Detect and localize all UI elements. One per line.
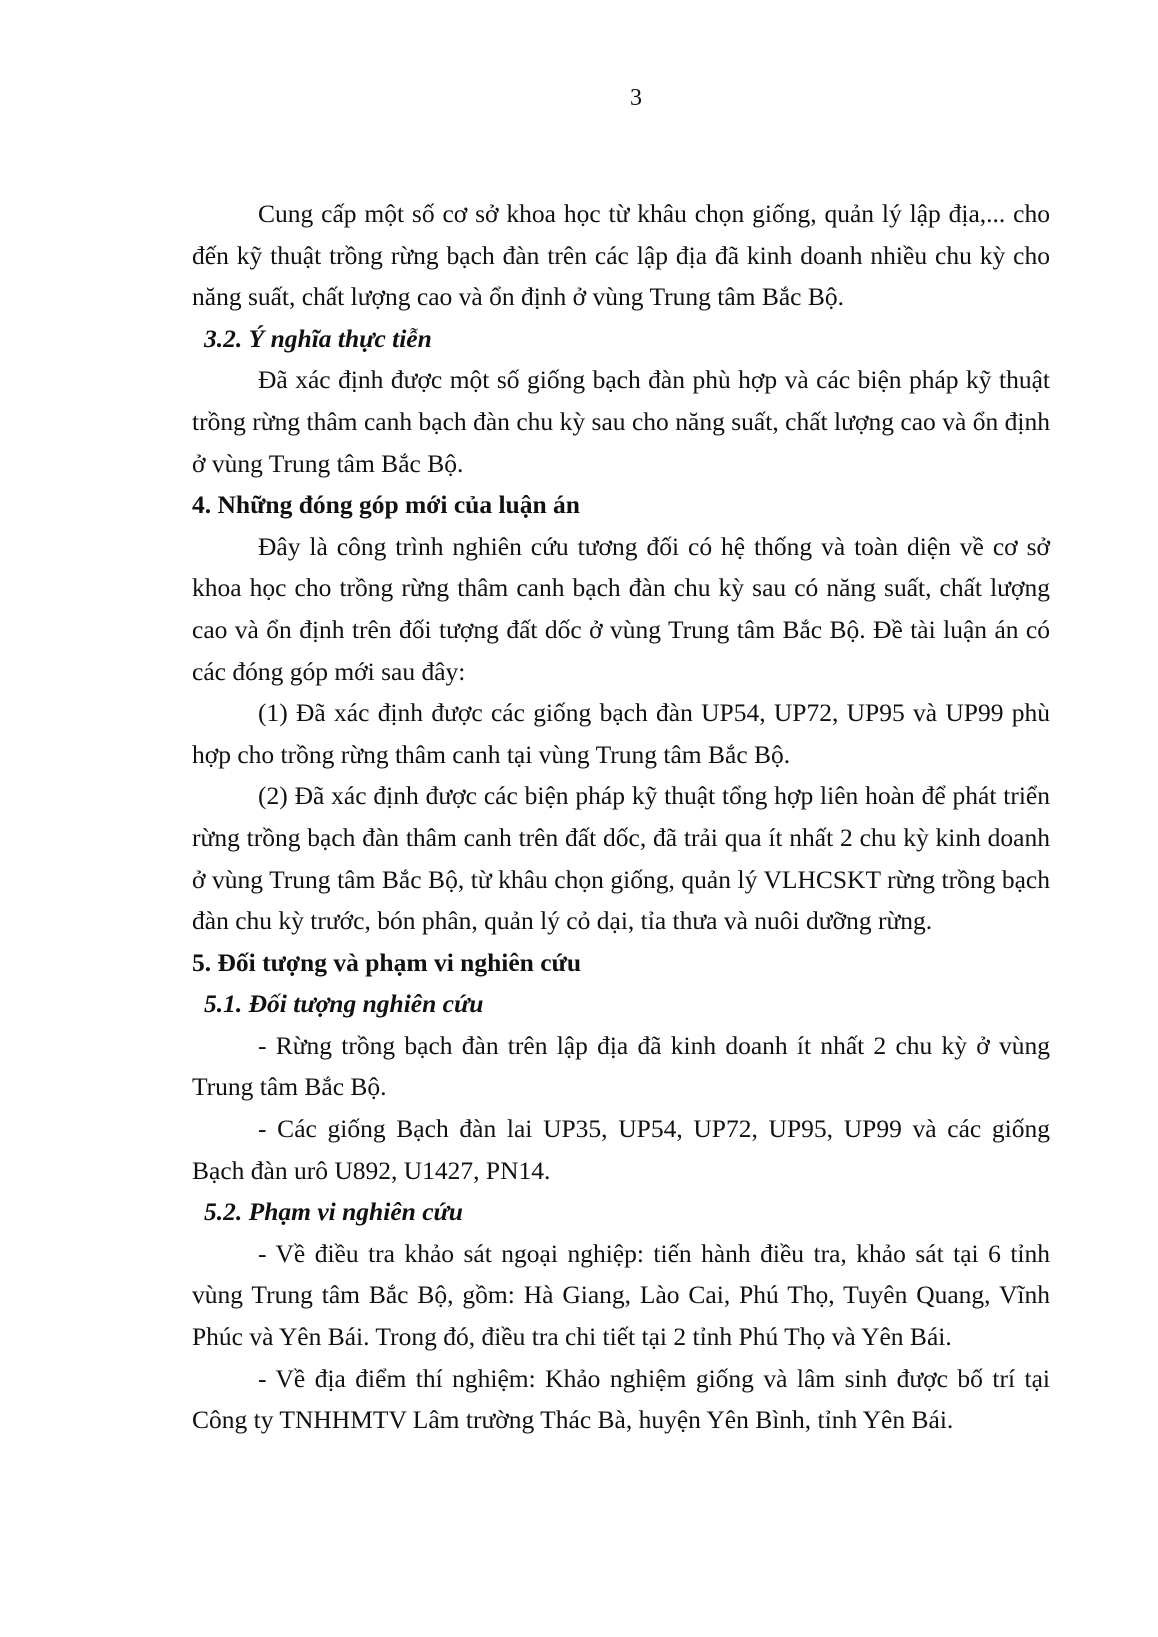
section-4-item-1: (1) Đã xác định được các giống bạch đàn UP54, UP72, UP95 và UP99 phù hợp cho trồng rừng thâm canh tại vùng Trung tâm Bắc Bộ. [192,698,1050,769]
section-4-title: 4. Những đóng góp mới của luận án [192,490,580,520]
section-5-1-item-2: - Các giống Bạch đàn lai UP35, UP54, UP72, UP95, UP99 và các giống Bạch đàn urô U892, U1427, PN14. [192,1114,1050,1185]
section-5-2-item-1: - Về điều tra khảo sát ngoại nghiệp: tiến hành điều tra, khảo sát tại 6 tỉnh vùng Trung tâm Bắc Bộ, gồm: Hà Giang, Lào Cai, Phú Thọ, Tuyên Quang, Vĩnh Phúc và Yên Bái. Trong đó, điều tra chi tiết tại 2 tỉnh Phú Thọ và Yên Bái. [192,1238,1050,1352]
page-number: 3 [630,85,642,111]
section-4-intro: Đây là công trình nghiên cứu tương đối có hệ thống và toàn diện về cơ sở khoa học cho trồng rừng thâm canh bạch đàn chu kỳ sau có năng suất, chất lượng cao và ổn định trên đối tượng đất dốc ở vùng Trung tâm Bắc Bộ. Đề tài luận án có các đóng góp mới sau đây: [192,531,1050,686]
section-3-2-title: 3.2. Ý nghĩa thực tiễn [204,323,432,353]
section-5-1-item-1: - Rừng trồng bạch đàn trên lập địa đã kinh doanh ít nhất 2 chu kỳ ở vùng Trung tâm Bắc Bộ. [192,1030,1050,1102]
section-5-1-title: 5.1. Đối tượng nghiên cứu [204,989,484,1019]
section-5-2-title: 5.2. Phạm vi nghiên cứu [204,1197,463,1227]
page-content [192,193,1050,1441]
section-5-title: 5. Đối tượng và phạm vi nghiên cứu [192,947,582,977]
section-3-1-paragraph: Cung cấp một số cơ sở khoa học từ khâu chọn giống, quản lý lập địa,... cho đến kỹ thuật trồng rừng bạch đàn trên các lập địa đã kinh doanh nhiều chu kỳ cho năng suất, chất lượng cao và ổn định ở vùng Trung tâm Bắc Bộ. [192,199,1050,312]
section-4-item-2: (2) Đã xác định được các biện pháp kỹ thuật tổng hợp liên hoàn để phát triển rừng trồng bạch đàn thâm canh trên đất dốc, đã trải qua ít nhất 2 chu kỳ kinh doanh ở vùng Trung tâm Bắc Bộ, từ khâu chọn giống, quản lý VLHCSKT rừng trồng bạch đàn chu kỳ trước, bón phân, quản lý cỏ dại, tỉa thưa và nuôi dưỡng rừng. [192,781,1050,936]
section-5-2-item-2: - Về địa điểm thí nghiệm: Khảo nghiệm giống và lâm sinh được bố trí tại Công ty TNHHMTV Lâm trường Thác Bà, huyện Yên Bình, tỉnh Yên Bái. [192,1363,1050,1435]
section-3-2-paragraph: Đã xác định được một số giống bạch đàn phù hợp và các biện pháp kỹ thuật trồng rừng thâm canh bạch đàn chu kỳ sau cho năng suất, chất lượng cao và ổn định ở vùng Trung tâm Bắc Bộ. [192,365,1050,478]
